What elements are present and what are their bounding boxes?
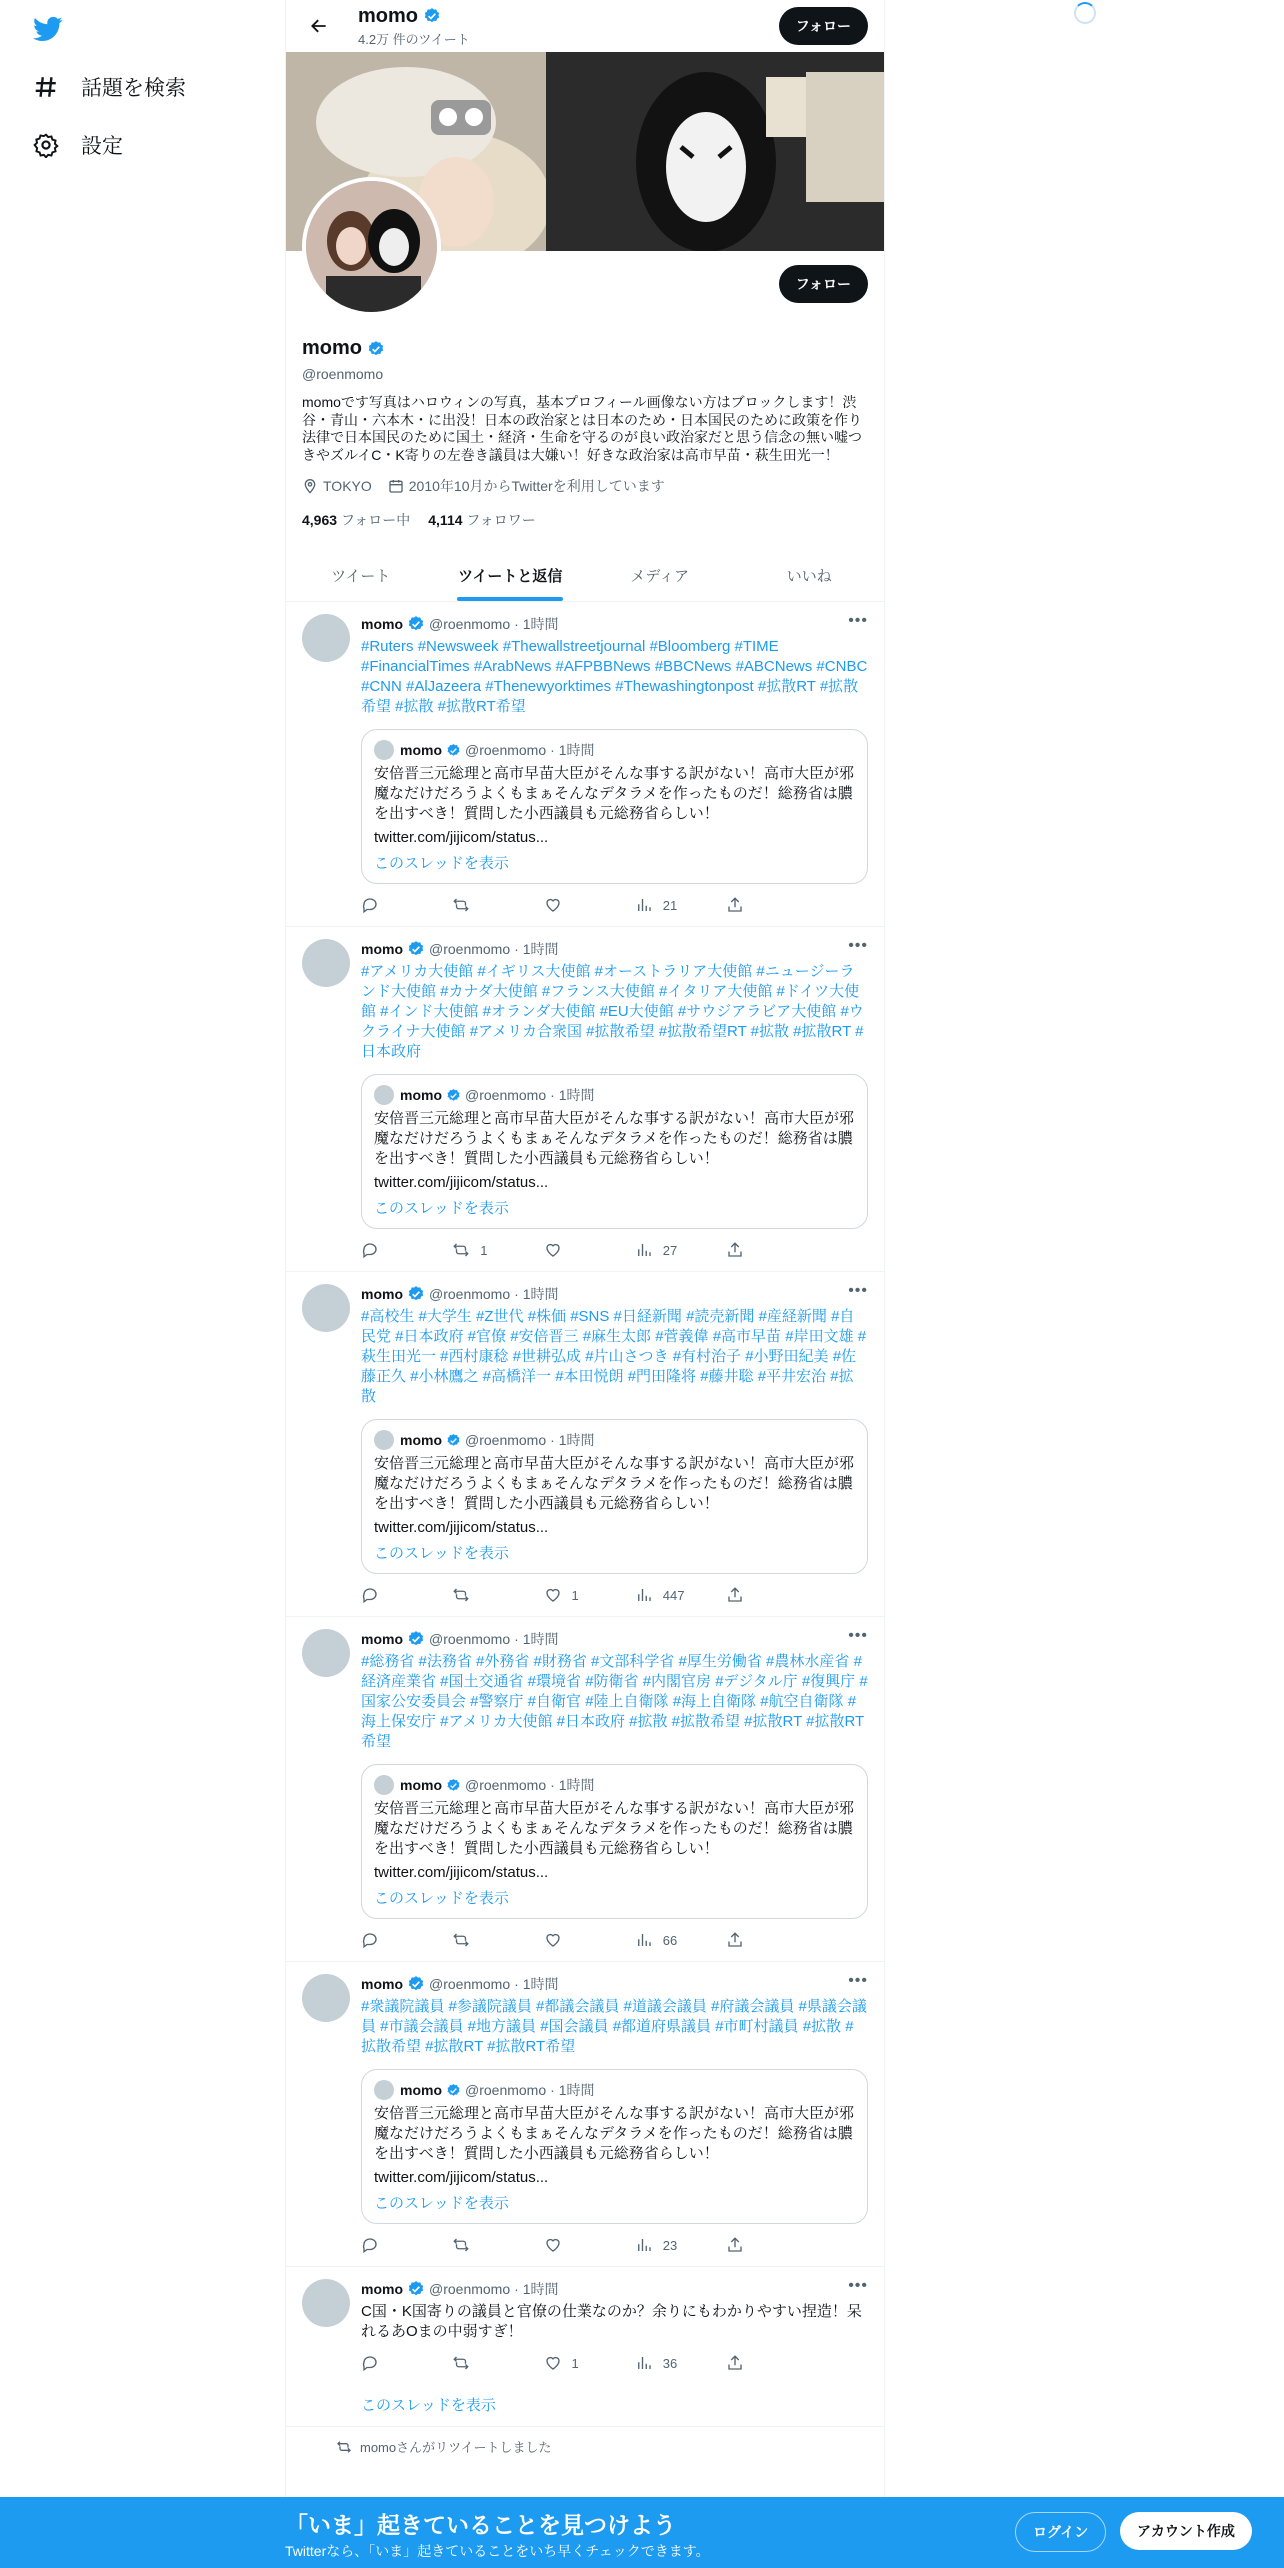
- followers-label: フォロワー: [466, 512, 536, 529]
- views-button[interactable]: [635, 1931, 695, 1949]
- retweet-button[interactable]: [452, 2236, 512, 2254]
- reply-button[interactable]: [361, 1241, 421, 1259]
- heart-icon: [544, 896, 562, 914]
- retweet-icon: [452, 2354, 470, 2372]
- tweet-time[interactable]: · 1時間: [514, 616, 559, 633]
- following-label: フォロー中: [340, 512, 411, 529]
- tweet-author-handle[interactable]: @roenmomo: [429, 616, 511, 633]
- quoted-tweet[interactable]: [361, 1074, 868, 1229]
- tweet-author-name[interactable]: momo: [361, 1631, 403, 1648]
- verified-badge-icon: [446, 1088, 461, 1103]
- tweet-text: #高校生 #大学生 #Z世代 #株価 #SNS #日経新聞 #読売新聞 #産経新聞 #自民党 #日本政府 #官僚 #安倍晋三 #麻生太郎 #菅義偉 #高市早苗 #岸田文雄 #萩生田光一 #西村康稔 #世耕弘成 #片山さつき #有村治子 #小野田紀美 #佐藤正久 #小林鷹之 #高橋洋一 #本田悦朗 #門田隆将 #藤井聡 #平井宏治 #拡散: [361, 1308, 867, 1406]
- quote-author-name: momo: [400, 742, 442, 759]
- more-options-icon[interactable]: •••: [848, 1627, 868, 1645]
- view-count: 66: [662, 1932, 678, 1948]
- back-arrow-icon[interactable]: [302, 9, 336, 43]
- tab-tweets[interactable]: ツイート: [331, 568, 391, 586]
- quote-time: · 1時間: [550, 1432, 595, 1449]
- share-button[interactable]: [726, 1241, 786, 1259]
- like-button[interactable]: [544, 2236, 604, 2254]
- quote-text: 安倍晋三元総理と高市早苗大臣がそんな事する訳がない！高市大臣が邪魔なだけだろうよくもまぁそんなデタラメを作ったものだ！総務省は膿を出すべき！質問した小西議員も元総務省らしい！: [374, 1455, 855, 1513]
- retweet-icon: [452, 1241, 470, 1259]
- tweet-author-name[interactable]: momo: [361, 941, 403, 958]
- tweet-author-name[interactable]: momo: [361, 1976, 403, 1993]
- reply-button[interactable]: [361, 2354, 421, 2372]
- reply-button[interactable]: [361, 1931, 421, 1949]
- quote-link-text: twitter.com/jijicom/status...: [374, 1174, 549, 1192]
- banner-subtitle: Twitterなら、「いま」起きていることをいち早くチェックできます。: [285, 2543, 710, 2559]
- verified-badge-icon: [423, 7, 441, 25]
- quote-time: · 1時間: [550, 2082, 595, 2099]
- profile-bio: momoです写真はハロウィンの写真，基本プロフィール画像ない方はブロックします！渋谷・青山・六本木・に出没！日本の政治家とは日本のため・日本国民のために政策を作り法律で日本国民のために国土・経済・生命を守るのが良い政治家だと思う信念の無い嘘つきやズルイC・K寄りの左巻き議員は大嫌い！好きな政治家は高市早苗・萩生田光一！: [302, 394, 862, 463]
- gear-icon: [33, 132, 59, 158]
- verified-badge-icon: [367, 340, 385, 358]
- view-count: 27: [662, 1242, 678, 1258]
- quote-avatar: [374, 1430, 394, 1450]
- tweet-author-name[interactable]: momo: [361, 616, 403, 633]
- heart-icon: [544, 2236, 562, 2254]
- verified-badge-icon: [446, 1433, 461, 1448]
- tweet-author-handle[interactable]: @roenmomo: [429, 1976, 511, 1993]
- verified-badge-icon: [407, 1630, 425, 1648]
- views-button[interactable]: [635, 896, 695, 914]
- followers-link[interactable]: [428, 510, 535, 530]
- retweet-note-text: momoさんがリツイートしました: [360, 2440, 552, 2456]
- more-options-icon[interactable]: •••: [848, 1972, 868, 1990]
- quoted-tweet[interactable]: [361, 2069, 868, 2224]
- following-count: 4,963: [302, 512, 338, 529]
- tweet-author-name[interactable]: momo: [361, 2281, 403, 2298]
- like-count: 1: [571, 1587, 579, 1603]
- tweet-actions: [361, 2236, 786, 2254]
- verified-badge-icon: [407, 2280, 425, 2298]
- tweet-text: #アメリカ大使館 #イギリス大使館 #オーストラリア大使館 #ニュージーランド大使館 #カナダ大使館 #フランス大使館 #イタリア大使館 #ドイツ大使館 #インド大使館 #オランダ大使館 #EU大使館 #サウジアラビア大使館 #ウクライナ大使館 #アメリカ合衆国 #拡散希望 #拡散希望RT #拡散 #拡散RT #日本政府: [361, 963, 864, 1061]
- tweet-time[interactable]: · 1時間: [514, 1286, 559, 1303]
- heart-icon: [544, 1931, 562, 1949]
- quote-time: · 1時間: [550, 1777, 595, 1794]
- profile-tabs: [286, 550, 884, 602]
- views-button[interactable]: [635, 1586, 695, 1604]
- tweet-time[interactable]: · 1時間: [514, 1976, 559, 1993]
- heart-icon: [544, 1586, 562, 1604]
- verified-badge-icon: [446, 743, 461, 758]
- quote-time: · 1時間: [550, 742, 595, 759]
- show-thread-link[interactable]: このスレッドを表示: [361, 2397, 496, 2415]
- tweet-time[interactable]: · 1時間: [514, 2281, 559, 2298]
- views-chart-icon: [635, 896, 653, 914]
- views-chart-icon: [635, 1931, 653, 1949]
- quote-time: · 1時間: [550, 1087, 595, 1104]
- login-button[interactable]: ログイン: [1015, 2512, 1106, 2552]
- share-button[interactable]: [726, 1931, 786, 1949]
- share-icon: [726, 2236, 744, 2254]
- reply-icon: [361, 1931, 379, 1949]
- hashtag-icon: [33, 74, 59, 100]
- quote-author-handle: @roenmomo: [465, 2082, 547, 2099]
- profile-section: [286, 276, 884, 530]
- views-button[interactable]: [635, 1241, 695, 1259]
- quote-author-handle: @roenmomo: [465, 742, 547, 759]
- quote-avatar: [374, 740, 394, 760]
- quote-text: 安倍晋三元総理と高市早苗大臣がそんな事する訳がない！高市大臣が邪魔なだけだろうよくもまぁそんなデタラメを作ったものだ！総務省は膿を出すべき！質問した小西議員も元総務省らしい！: [374, 1110, 855, 1168]
- quote-link-text: twitter.com/jijicom/status...: [374, 1864, 549, 1882]
- verified-badge-icon: [407, 1975, 425, 1993]
- tweet-count: 4.2万 件のツイート: [358, 31, 470, 47]
- like-button[interactable]: [544, 1931, 604, 1949]
- profile-location: [302, 478, 372, 494]
- share-button[interactable]: [726, 2354, 786, 2372]
- tweet-actions: [361, 896, 786, 914]
- signup-button[interactable]: アカウント作成: [1120, 2512, 1252, 2550]
- quote-link-text: twitter.com/jijicom/status...: [374, 829, 549, 847]
- tweet-author-handle[interactable]: @roenmomo: [429, 1286, 511, 1303]
- tweet-avatar[interactable]: [302, 939, 350, 987]
- show-thread-link[interactable]: このスレッドを表示: [374, 1890, 509, 1908]
- tweet-author-handle[interactable]: @roenmomo: [429, 2281, 511, 2298]
- quote-avatar: [374, 1775, 394, 1795]
- tweet-avatar[interactable]: [302, 1284, 350, 1332]
- quote-author-name: momo: [400, 1432, 442, 1449]
- share-icon: [726, 1931, 744, 1949]
- quoted-tweet[interactable]: [361, 1419, 868, 1574]
- tweet[interactable]: [286, 2267, 884, 2384]
- views-chart-icon: [635, 2354, 653, 2372]
- retweet-icon: [452, 896, 470, 914]
- like-button[interactable]: [544, 1586, 604, 1604]
- reply-icon: [361, 1586, 379, 1604]
- quote-author-name: momo: [400, 2082, 442, 2099]
- verified-badge-icon: [446, 1778, 461, 1793]
- quote-avatar: [374, 1085, 394, 1105]
- quoted-tweet[interactable]: [361, 729, 868, 884]
- retweet-icon: [336, 2439, 352, 2455]
- show-thread-link[interactable]: このスレッドを表示: [374, 855, 509, 873]
- quote-text: 安倍晋三元総理と高市早苗大臣がそんな事する訳がない！高市大臣が邪魔なだけだろうよくもまぁそんなデタラメを作ったものだ！総務省は膿を出すべき！質問した小西議員も元総務省らしい！: [374, 2105, 855, 2163]
- retweet-button[interactable]: [452, 1586, 512, 1604]
- share-button[interactable]: [726, 896, 786, 914]
- signup-banner: [0, 2497, 1284, 2568]
- calendar-icon: [388, 478, 404, 494]
- view-count: 23: [662, 2237, 678, 2253]
- quote-text: 安倍晋三元総理と高市早苗大臣がそんな事する訳がない！高市大臣が邪魔なだけだろうよくもまぁそんなデタラメを作ったものだ！総務省は膿を出すべき！質問した小西議員も元総務省らしい！: [374, 1800, 855, 1858]
- views-chart-icon: [635, 1586, 653, 1604]
- heart-icon: [544, 2354, 562, 2372]
- header-follow-button[interactable]: フォロー: [779, 7, 868, 45]
- tweet-text: #Ruters #Newsweek #Thewallstreetjournal #Bloomberg #TIME #FinancialTimes #ArabNews #AFPBBNews #BBCNews #ABCNews #CNBC #CNN #AlJazeera #Thenewyorktimes #Thewashingtonpost #拡散RT #拡散希望 #拡散 #拡散RT希望: [361, 638, 868, 716]
- tweet-actions: [361, 1586, 786, 1604]
- like-button[interactable]: [544, 896, 604, 914]
- retweet-icon: [452, 1931, 470, 1949]
- retweet-icon: [452, 2236, 470, 2254]
- tweet-avatar[interactable]: [302, 2279, 350, 2327]
- share-icon: [726, 2354, 744, 2372]
- reply-button[interactable]: [361, 1586, 421, 1604]
- tweet-text: C国・K国寄りの議員と官僚の仕業なのか？余りにもわかりやすい捏造！呆れるあOまの中弱すぎ！: [361, 2303, 862, 2341]
- timeline: [286, 602, 884, 2456]
- reply-icon: [361, 2354, 379, 2372]
- retweet-count: 1: [480, 1242, 488, 1258]
- quote-text: 安倍晋三元総理と高市早苗大臣がそんな事する訳がない！高市大臣が邪魔なだけだろうよくもまぁそんなデタラメを作ったものだ！総務省は膿を出すべき！質問した小西議員も元総務省らしい！: [374, 765, 855, 823]
- view-count: 21: [662, 897, 678, 913]
- reply-icon: [361, 2236, 379, 2254]
- share-icon: [726, 1241, 744, 1259]
- quote-author-handle: @roenmomo: [465, 1087, 547, 1104]
- nav-explore[interactable]: [33, 72, 186, 102]
- tweet-time[interactable]: · 1時間: [514, 1631, 559, 1648]
- header-name: momo: [358, 4, 418, 27]
- joined-text: 2010年10月からTwitterを利用しています: [408, 478, 665, 495]
- location-text: TOKYO: [323, 478, 372, 495]
- more-options-icon[interactable]: •••: [848, 2277, 868, 2295]
- tweet-text: #衆議院議員 #参議院議員 #都議会議員 #道議会議員 #府議会議員 #県議会議員 #市議会議員 #地方議員 #国会議員 #都道府県議員 #市町村議員 #拡散 #拡散希望 #拡散RT #拡散RT希望: [361, 1998, 867, 2056]
- more-options-icon[interactable]: •••: [848, 1282, 868, 1300]
- tweet-avatar[interactable]: [302, 1974, 350, 2022]
- quote-link-text: twitter.com/jijicom/status...: [374, 1519, 549, 1537]
- show-thread-link[interactable]: このスレッドを表示: [374, 2195, 509, 2213]
- tweet-time[interactable]: · 1時間: [514, 941, 559, 958]
- quote-avatar: [374, 2080, 394, 2100]
- share-icon: [726, 896, 744, 914]
- retweet-button[interactable]: [452, 1931, 512, 1949]
- tweet-author-handle[interactable]: @roenmomo: [429, 1631, 511, 1648]
- retweet-note: [286, 2427, 884, 2456]
- banner-title: 「いま」起きていることを見つけよう: [285, 2512, 676, 2538]
- tweet[interactable]: [286, 927, 884, 1272]
- quote-link-text: twitter.com/jijicom/status...: [374, 2169, 549, 2187]
- tab-media[interactable]: メディア: [630, 568, 690, 586]
- main-column: [285, 0, 885, 2568]
- profile-follow-button[interactable]: フォロー: [779, 265, 868, 303]
- like-button[interactable]: [544, 1241, 604, 1259]
- tweet-actions: [361, 1241, 786, 1259]
- reply-icon: [361, 896, 379, 914]
- show-thread-link[interactable]: このスレッドを表示: [374, 1200, 509, 1218]
- like-count: 1: [571, 2355, 579, 2371]
- followers-count: 4,114: [428, 512, 463, 529]
- views-button[interactable]: [635, 2354, 695, 2372]
- quote-author-name: momo: [400, 1087, 442, 1104]
- following-link[interactable]: [302, 510, 410, 530]
- verified-badge-icon: [446, 2083, 461, 2098]
- profile-joined: [388, 476, 665, 496]
- quote-author-handle: @roenmomo: [465, 1777, 547, 1794]
- heart-icon: [544, 1241, 562, 1259]
- verified-badge-icon: [407, 615, 425, 633]
- quote-author-handle: @roenmomo: [465, 1432, 547, 1449]
- views-chart-icon: [635, 1241, 653, 1259]
- verified-badge-icon: [407, 940, 425, 958]
- views-button[interactable]: [635, 2236, 695, 2254]
- profile-handle: @roenmomo: [302, 366, 384, 382]
- tab-tweets-and-replies[interactable]: ツイートと返信: [436, 550, 586, 601]
- tweet-actions: [361, 2354, 786, 2372]
- tweet-text: #総務省 #法務省 #外務省 #財務省 #文部科学省 #厚生労働省 #農林水産省 #経済産業省 #国土交通省 #環境省 #防衛省 #内閣官房 #デジタル庁 #復興庁 #国家公安委員会 #警察庁 #自衛官 #陸上自衛隊 #海上自衛隊 #航空自衛隊 #海上保安庁 #アメリカ大使館 #日本政府 #拡散 #拡散希望 #拡散RT #拡散RT希望: [361, 1653, 868, 1751]
- more-options-icon[interactable]: •••: [848, 612, 868, 630]
- view-count: 447: [662, 1587, 685, 1603]
- profile-header-bar: [286, 0, 884, 52]
- reply-button[interactable]: [361, 2236, 421, 2254]
- loading-spinner: [1074, 2, 1096, 24]
- tweet-actions: [361, 1931, 786, 1949]
- tweet[interactable]: [286, 1962, 884, 2267]
- tweet-avatar[interactable]: [302, 614, 350, 662]
- nav-settings[interactable]: [33, 130, 123, 160]
- verified-badge-icon: [407, 1285, 425, 1303]
- show-thread-link[interactable]: このスレッドを表示: [374, 1545, 509, 1563]
- tweet-author-handle[interactable]: @roenmomo: [429, 941, 511, 958]
- more-options-icon[interactable]: •••: [848, 937, 868, 955]
- tweet-avatar[interactable]: [302, 1629, 350, 1677]
- tweet[interactable]: [286, 602, 884, 927]
- view-count: 36: [662, 2355, 678, 2371]
- reply-button[interactable]: [361, 896, 421, 914]
- tweet[interactable]: [286, 1272, 884, 1617]
- retweet-button[interactable]: [452, 1241, 512, 1259]
- retweet-button[interactable]: [452, 2354, 512, 2372]
- twitter-bird-icon[interactable]: [33, 14, 63, 44]
- like-button[interactable]: [544, 2354, 604, 2372]
- retweet-button[interactable]: [452, 896, 512, 914]
- share-icon: [726, 1586, 744, 1604]
- profile-name: momo: [302, 337, 362, 359]
- nav-explore-label: 話題を検索: [81, 77, 186, 100]
- tweet-author-name[interactable]: momo: [361, 1286, 403, 1303]
- profile-avatar[interactable]: [302, 177, 441, 316]
- nav-settings-label: 設定: [81, 135, 123, 158]
- quoted-tweet[interactable]: [361, 1764, 868, 1919]
- reply-icon: [361, 1241, 379, 1259]
- views-chart-icon: [635, 2236, 653, 2254]
- share-button[interactable]: [726, 2236, 786, 2254]
- location-pin-icon: [302, 478, 318, 494]
- tweet[interactable]: [286, 1617, 884, 1962]
- quote-author-name: momo: [400, 1777, 442, 1794]
- share-button[interactable]: [726, 1586, 786, 1604]
- tab-likes[interactable]: いいね: [786, 568, 832, 586]
- retweet-icon: [452, 1586, 470, 1604]
